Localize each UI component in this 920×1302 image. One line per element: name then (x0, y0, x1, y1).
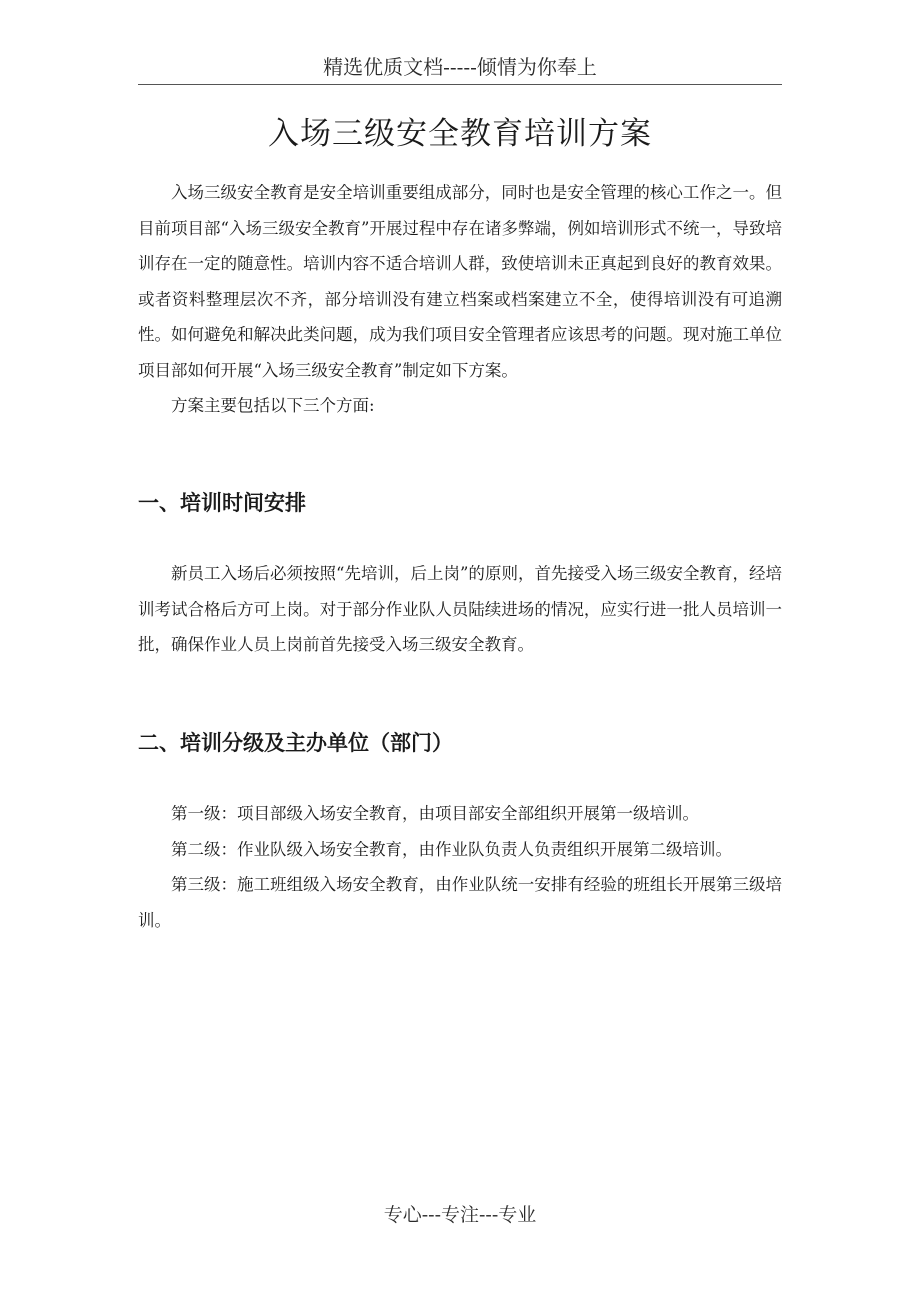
document-title: 入场三级安全教育培训方案 (268, 116, 652, 152)
intro-summary: 方案主要包括以下三个方面: (171, 396, 375, 415)
level-one-paragraph: 第一级：项目部级入场安全教育，由项目部安全部组织开展第一级培训。 (171, 804, 699, 823)
section-training-time-body (138, 556, 782, 663)
level-three-paragraph: 第三级：施工班组级入场安全教育，由作业队统一安排有经验的班组长开展第三级培训。 (138, 875, 782, 930)
page-footer: 专心---专注---专业 (383, 1204, 537, 1226)
training-time-paragraph: 新员工入场后必须按照“先培训，后上岗”的原则，首先接受入场三级安全教育，经培训考试合格后方可上岗。对于部分作业队人员陆续进场的情况，应实行进一批人员培训一批，确保作业人员上岗前首先接受入场三级安全教育。 (138, 564, 782, 654)
page-header: 精选优质文档-----倾情为你奉上 (138, 52, 782, 85)
intro-section (138, 175, 782, 424)
section-heading-training-levels: 二、培训分级及主办单位（部门） (138, 731, 453, 755)
intro-paragraph: 入场三级安全教育是安全培训重要组成部分，同时也是安全管理的核心工作之一。但目前项目部“入场三级安全教育”开展过程中存在诸多弊端，例如培训形式不统一，导致培训存在一定的随意性。培训内容不适合培训人群，致使培训未正真起到良好的教育效果。或者资料整理层次不齐，部分培训没有建立档案或档案建立不全，使得培训没有可追溯性。如何避免和解决此类问题，成为我们项目安全管理者应该思考的问题。现对施工单位项目部如何开展“入场三级安全教育”制定如下方案。 (138, 183, 782, 380)
level-two-paragraph: 第二级：作业队级入场安全教育，由作业队负责人负责组织开展第二级培训。 (171, 839, 732, 859)
section-training-levels-body (138, 796, 782, 938)
section-heading-training-time: 一、培训时间安排 (138, 491, 306, 515)
